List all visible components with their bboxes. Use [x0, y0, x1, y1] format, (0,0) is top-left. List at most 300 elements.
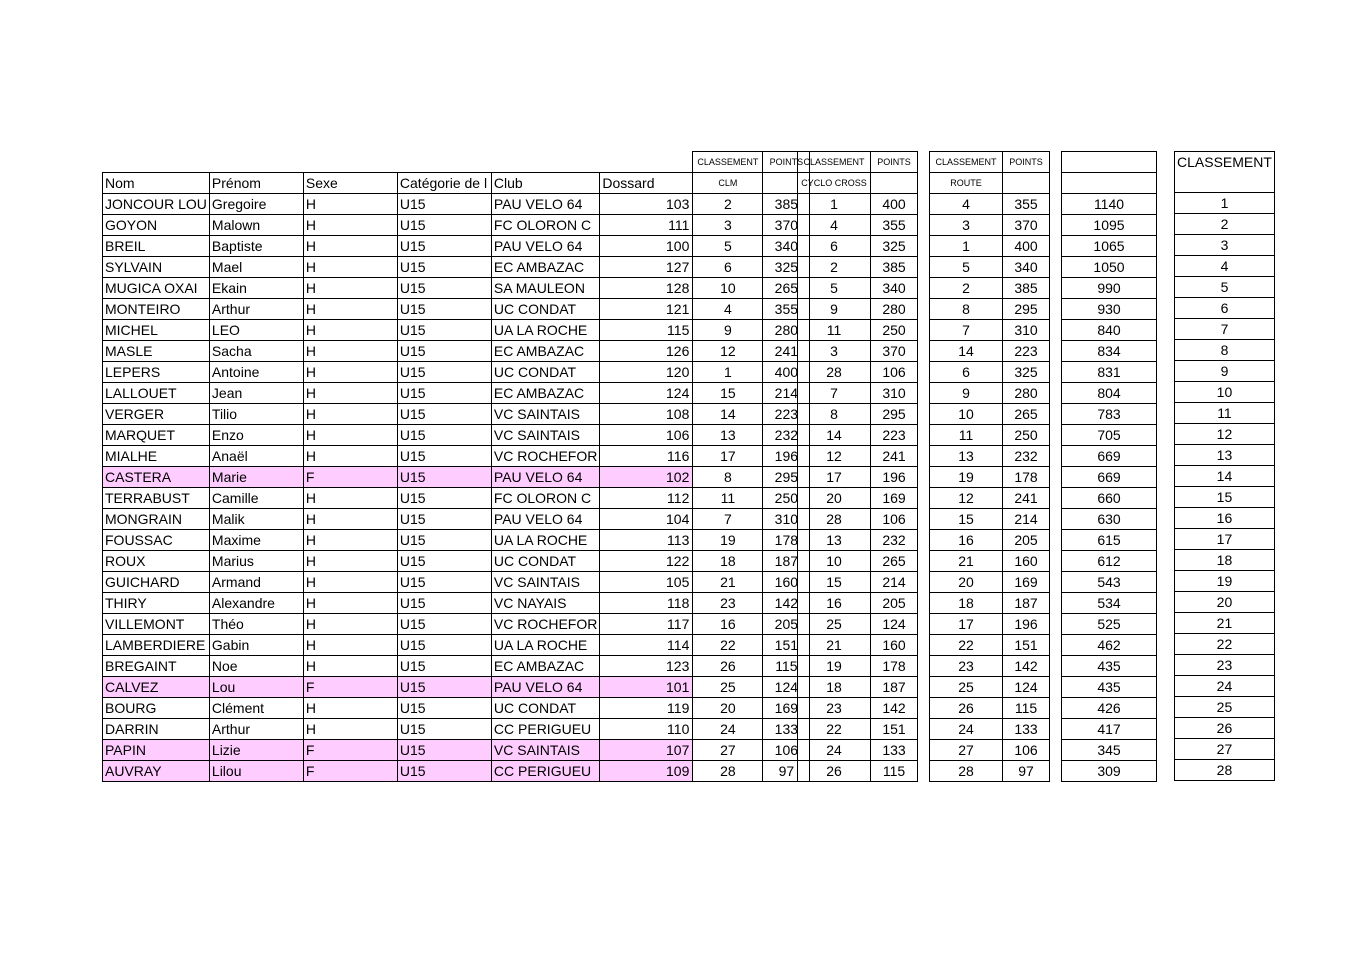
nom-cell: ROUX: [103, 551, 210, 572]
table-row: [930, 383, 1050, 404]
rang-cell: 5: [1175, 277, 1275, 298]
clm-classement-cell: 5: [693, 236, 763, 257]
club-cell: CC PERIGUEU: [491, 761, 599, 782]
dossard-cell: 124: [600, 383, 693, 404]
clm-classement-cell: 17: [693, 446, 763, 467]
table-row: [930, 362, 1050, 383]
table-row: [1062, 383, 1157, 404]
table-row: [1175, 655, 1275, 676]
table-row: [930, 740, 1050, 761]
prenom-cell: Arthur: [209, 299, 303, 320]
cc-classement-cell: 21: [798, 635, 871, 656]
rt-points-cell: 400: [1003, 236, 1050, 257]
total-cell: 1095: [1062, 215, 1157, 236]
club-cell: CC PERIGUEU: [491, 719, 599, 740]
rang-cell: 4: [1175, 256, 1275, 277]
club-cell: VC SAINTAIS: [491, 572, 599, 593]
rt-classement-cell: 6: [930, 362, 1003, 383]
rt-classement-cell: 3: [930, 215, 1003, 236]
sexe-cell: H: [303, 257, 397, 278]
categorie-cell: U15: [397, 551, 491, 572]
table-row: [930, 446, 1050, 467]
table-row: [798, 236, 918, 257]
rt-classement-cell: 7: [930, 320, 1003, 341]
dossard-cell: 111: [600, 215, 693, 236]
dossard-cell: 122: [600, 551, 693, 572]
prenom-cell: Antoine: [209, 362, 303, 383]
total-cell: 834: [1062, 341, 1157, 362]
table-row: [1175, 676, 1275, 697]
cc-points-cell: 160: [871, 635, 918, 656]
dossard-cell: 112: [600, 488, 693, 509]
table-row: [798, 551, 918, 572]
nom-header: Nom: [103, 173, 210, 194]
clm-classement-cell: 18: [693, 551, 763, 572]
nom-cell: MICHEL: [103, 320, 210, 341]
clm-points-cell: 355: [763, 299, 810, 320]
clm-classement-cell: 11: [693, 488, 763, 509]
table-row: [1062, 425, 1157, 446]
club-cell: VC SAINTAIS: [491, 404, 599, 425]
cc-classement-cell: 1: [798, 194, 871, 215]
prenom-cell: Théo: [209, 614, 303, 635]
table-row: [1175, 760, 1275, 781]
clm-points-cell: 325: [763, 257, 810, 278]
dossard-cell: 126: [600, 341, 693, 362]
cc-points-cell: 325: [871, 236, 918, 257]
results-table-ranking: [1174, 151, 1275, 781]
clm-classement-cell: 20: [693, 698, 763, 719]
sexe-cell: F: [303, 740, 397, 761]
dossard-cell: 105: [600, 572, 693, 593]
table-row: [930, 677, 1050, 698]
rt-classement-cell: 27: [930, 740, 1003, 761]
table-row: [1175, 403, 1275, 424]
table-row: [1175, 571, 1275, 592]
rang-cell: 21: [1175, 613, 1275, 634]
club-cell: EC AMBAZAC: [491, 341, 599, 362]
rt-points-cell: 169: [1003, 572, 1050, 593]
prenom-cell: Baptiste: [209, 236, 303, 257]
cc-points-cell: 385: [871, 257, 918, 278]
table-row: [930, 488, 1050, 509]
clm-points-cell: 187: [763, 551, 810, 572]
table-row: [930, 530, 1050, 551]
categorie-cell: U15: [397, 761, 491, 782]
table-row: [798, 215, 918, 236]
prenom-cell: Clément: [209, 698, 303, 719]
cc-classement-cell: 18: [798, 677, 871, 698]
table-row: [798, 677, 918, 698]
categorie-cell: U15: [397, 740, 491, 761]
sexe-cell: F: [303, 761, 397, 782]
clm-classement-cell: 6: [693, 257, 763, 278]
rt-classement-cell: 24: [930, 719, 1003, 740]
sexe-cell: H: [303, 593, 397, 614]
table-row: [798, 761, 918, 782]
cc-classement-cell: 14: [798, 425, 871, 446]
table-row: [1175, 634, 1275, 655]
total-cell: 669: [1062, 467, 1157, 488]
sexe-cell: H: [303, 488, 397, 509]
clm-points-cell: 223: [763, 404, 810, 425]
categorie-cell: U15: [397, 194, 491, 215]
table-row: [1062, 593, 1157, 614]
cc-classement-cell: 15: [798, 572, 871, 593]
rt-classement-cell: 12: [930, 488, 1003, 509]
nom-cell: PAPIN: [103, 740, 210, 761]
table-row: [1175, 214, 1275, 235]
cc-classement-cell: 16: [798, 593, 871, 614]
dossard-cell: 128: [600, 278, 693, 299]
clm-classement-cell: 12: [693, 341, 763, 362]
rt-points-cell: 355: [1003, 194, 1050, 215]
total-cell: 783: [1062, 404, 1157, 425]
prenom-cell: Alexandre: [209, 593, 303, 614]
clm-classement-cell: 19: [693, 530, 763, 551]
rt-classement-cell: 1: [930, 236, 1003, 257]
dossard-cell: 114: [600, 635, 693, 656]
club-cell: FC OLORON C: [491, 215, 599, 236]
rang-cell: 7: [1175, 319, 1275, 340]
table-row: [1062, 341, 1157, 362]
rt-points-cell: 115: [1003, 698, 1050, 719]
nom-cell: FOUSSAC: [103, 530, 210, 551]
cc-classement-cell: 6: [798, 236, 871, 257]
rt-classement-cell: 25: [930, 677, 1003, 698]
clm-classement-cell: 13: [693, 425, 763, 446]
prenom-cell: Lilou: [209, 761, 303, 782]
categorie-cell: U15: [397, 257, 491, 278]
rang-cell: 20: [1175, 592, 1275, 613]
cc-points-subheader: [871, 173, 918, 194]
total-cell: 1140: [1062, 194, 1157, 215]
total-cell: 435: [1062, 656, 1157, 677]
table-row: [798, 299, 918, 320]
clm-points-cell: 370: [763, 215, 810, 236]
table-row: [1062, 740, 1157, 761]
club-cell: UC CONDAT: [491, 362, 599, 383]
sexe-cell: H: [303, 383, 397, 404]
clm-points-cell: 97: [763, 761, 810, 782]
table-row: [103, 257, 810, 278]
table-row: [103, 509, 810, 530]
clm-classement-cell: 24: [693, 719, 763, 740]
cc-points-cell: 178: [871, 656, 918, 677]
rt-classement-cell: 14: [930, 341, 1003, 362]
table-row: [930, 635, 1050, 656]
rt-points-cell: 241: [1003, 488, 1050, 509]
dossard-cell: 127: [600, 257, 693, 278]
rt-points-cell: 295: [1003, 299, 1050, 320]
club-cell: UA LA ROCHE: [491, 635, 599, 656]
table-row: [103, 761, 810, 782]
dossard-cell: 104: [600, 509, 693, 530]
table-row: [1175, 529, 1275, 550]
nom-cell: MONTEIRO: [103, 299, 210, 320]
rt-classement-cell: 19: [930, 467, 1003, 488]
table-row: [1175, 256, 1275, 277]
table-row: [1175, 697, 1275, 718]
rt-points-cell: 223: [1003, 341, 1050, 362]
table-row: [1175, 508, 1275, 529]
table-row: [798, 341, 918, 362]
rt-points-cell: 178: [1003, 467, 1050, 488]
table-row: [103, 656, 810, 677]
rt-points-cell: 106: [1003, 740, 1050, 761]
table-row: [103, 719, 810, 740]
table-row: [798, 320, 918, 341]
clm-classement-cell: 26: [693, 656, 763, 677]
nom-cell: LEPERS: [103, 362, 210, 383]
prenom-header: Prénom: [209, 173, 303, 194]
club-cell: PAU VELO 64: [491, 194, 599, 215]
rt-points-subheader: [1003, 173, 1050, 194]
rt-classement-cell: 9: [930, 383, 1003, 404]
table-row: [798, 404, 918, 425]
cc-classement-cell: 23: [798, 698, 871, 719]
clm-points-cell: 196: [763, 446, 810, 467]
total-cell: 660: [1062, 488, 1157, 509]
categorie-header: Catégorie de l: [397, 173, 491, 194]
table-row: [1062, 467, 1157, 488]
sexe-cell: H: [303, 341, 397, 362]
club-cell: VC ROCHEFOR: [491, 446, 599, 467]
categorie-cell: U15: [397, 488, 491, 509]
total-cell: 417: [1062, 719, 1157, 740]
prenom-cell: Noe: [209, 656, 303, 677]
rt-points-cell: 370: [1003, 215, 1050, 236]
table-row: [930, 257, 1050, 278]
rt-points-cell: 385: [1003, 278, 1050, 299]
categorie-cell: U15: [397, 404, 491, 425]
nom-cell: BREIL: [103, 236, 210, 257]
cc-points-cell: 295: [871, 404, 918, 425]
table-row: [1062, 299, 1157, 320]
nom-cell: MUGICA OXAI: [103, 278, 210, 299]
cc-points-cell: 106: [871, 509, 918, 530]
results-table-route: [929, 151, 1050, 782]
cc-classement-cell: 19: [798, 656, 871, 677]
clm-classement-cell: 4: [693, 299, 763, 320]
nom-cell: JONCOUR LOU: [103, 194, 210, 215]
table-row: [1062, 215, 1157, 236]
table-row: [930, 761, 1050, 782]
nom-cell: MARQUET: [103, 425, 210, 446]
table-row: [103, 194, 810, 215]
sexe-header: Sexe: [303, 173, 397, 194]
total-cell: 1065: [1062, 236, 1157, 257]
prenom-cell: Marie: [209, 467, 303, 488]
categorie-cell: U15: [397, 236, 491, 257]
cc-points-cell: 310: [871, 383, 918, 404]
table-row: [103, 404, 810, 425]
table-row: [930, 194, 1050, 215]
rt-points-cell: 160: [1003, 551, 1050, 572]
cc-classement-cell: 5: [798, 278, 871, 299]
table-row: [103, 551, 810, 572]
cc-points-cell: 232: [871, 530, 918, 551]
dossard-cell: 100: [600, 236, 693, 257]
rang-cell: 2: [1175, 214, 1275, 235]
table-row: [930, 215, 1050, 236]
table-row: [930, 593, 1050, 614]
categorie-cell: U15: [397, 656, 491, 677]
prenom-cell: Malown: [209, 215, 303, 236]
sexe-cell: H: [303, 362, 397, 383]
cc-points-cell: 124: [871, 614, 918, 635]
table-row: [103, 236, 810, 257]
categorie-cell: U15: [397, 425, 491, 446]
table-row: [1062, 194, 1157, 215]
table-row: [1175, 193, 1275, 214]
table-row: [1062, 719, 1157, 740]
sexe-cell: H: [303, 194, 397, 215]
table-row: [930, 320, 1050, 341]
categorie-cell: U15: [397, 215, 491, 236]
clm-points-cell: 133: [763, 719, 810, 740]
club-cell: EC AMBAZAC: [491, 383, 599, 404]
cc-points-cell: 196: [871, 467, 918, 488]
table-row: [1062, 404, 1157, 425]
table-row: [103, 572, 810, 593]
rt-points-cell: 340: [1003, 257, 1050, 278]
table-row: [1175, 718, 1275, 739]
table-row: [1175, 340, 1275, 361]
sexe-cell: H: [303, 656, 397, 677]
table-row: [1175, 739, 1275, 760]
dossard-cell: 101: [600, 677, 693, 698]
dossard-cell: 116: [600, 446, 693, 467]
table-row: [1062, 572, 1157, 593]
cc-classement-cell: 17: [798, 467, 871, 488]
rt-points-header: POINTS: [1003, 152, 1050, 173]
rt-points-cell: 265: [1003, 404, 1050, 425]
club-cell: UA LA ROCHE: [491, 320, 599, 341]
rt-points-cell: 250: [1003, 425, 1050, 446]
categorie-cell: U15: [397, 446, 491, 467]
nom-cell: CASTERA: [103, 467, 210, 488]
nom-cell: VILLEMONT: [103, 614, 210, 635]
sexe-cell: H: [303, 425, 397, 446]
table-row: [930, 572, 1050, 593]
rang-cell: 18: [1175, 550, 1275, 571]
table-row: [1175, 382, 1275, 403]
nom-cell: BREGAINT: [103, 656, 210, 677]
total-subheader: [1062, 173, 1157, 194]
table-row: [1175, 361, 1275, 382]
nom-cell: AUVRAY: [103, 761, 210, 782]
clm-points-cell: 151: [763, 635, 810, 656]
table-row: [930, 341, 1050, 362]
categorie-cell: U15: [397, 362, 491, 383]
total-cell: 309: [1062, 761, 1157, 782]
rang-cell: 28: [1175, 760, 1275, 781]
club-cell: PAU VELO 64: [491, 677, 599, 698]
nom-cell: MONGRAIN: [103, 509, 210, 530]
rt-points-cell: 310: [1003, 320, 1050, 341]
sexe-cell: H: [303, 509, 397, 530]
cc-classement-cell: 9: [798, 299, 871, 320]
cc-points-cell: 241: [871, 446, 918, 467]
club-cell: PAU VELO 64: [491, 236, 599, 257]
table-row: [930, 467, 1050, 488]
prenom-cell: Arthur: [209, 719, 303, 740]
rang-cell: 9: [1175, 361, 1275, 382]
clm-classement-cell: 1: [693, 362, 763, 383]
categorie-cell: U15: [397, 572, 491, 593]
dossard-cell: 109: [600, 761, 693, 782]
prenom-cell: Sacha: [209, 341, 303, 362]
clm-classement-cell: 7: [693, 509, 763, 530]
rt-points-cell: 232: [1003, 446, 1050, 467]
table-row: [930, 614, 1050, 635]
club-cell: EC AMBAZAC: [491, 656, 599, 677]
rang-cell: 14: [1175, 466, 1275, 487]
table-row: [103, 320, 810, 341]
clm-points-cell: 142: [763, 593, 810, 614]
prenom-cell: LEO: [209, 320, 303, 341]
club-cell: VC NAYAIS: [491, 593, 599, 614]
results-table-total: [1061, 151, 1157, 782]
rt-points-cell: 187: [1003, 593, 1050, 614]
rt-classement-cell: 15: [930, 509, 1003, 530]
clm-points-cell: 265: [763, 278, 810, 299]
table-row: [1175, 550, 1275, 571]
table-row: [1175, 445, 1275, 466]
categorie-cell: U15: [397, 635, 491, 656]
rt-points-cell: 151: [1003, 635, 1050, 656]
rt-classement-header: CLASSEMENT: [930, 152, 1003, 173]
rang-cell: 23: [1175, 655, 1275, 676]
table-row: [930, 509, 1050, 530]
cc-classement-header: CLASSEMENT: [798, 152, 871, 173]
sexe-cell: H: [303, 299, 397, 320]
total-cell: 930: [1062, 299, 1157, 320]
table-row: [103, 341, 810, 362]
sexe-cell: H: [303, 614, 397, 635]
clm-classement-cell: 9: [693, 320, 763, 341]
table-row: [798, 362, 918, 383]
table-row: [930, 404, 1050, 425]
clm-classement-cell: 15: [693, 383, 763, 404]
table-row: [798, 509, 918, 530]
table-row: [930, 719, 1050, 740]
prenom-cell: Marius: [209, 551, 303, 572]
sexe-cell: H: [303, 572, 397, 593]
cc-points-cell: 265: [871, 551, 918, 572]
rt-points-cell: 214: [1003, 509, 1050, 530]
table-row: [103, 383, 810, 404]
clm-points-cell: 250: [763, 488, 810, 509]
total-cell: 525: [1062, 614, 1157, 635]
sexe-cell: H: [303, 236, 397, 257]
rang-cell: 13: [1175, 445, 1275, 466]
clm-points-cell: 106: [763, 740, 810, 761]
cc-points-cell: 214: [871, 572, 918, 593]
rt-points-cell: 142: [1003, 656, 1050, 677]
table-row: [798, 194, 918, 215]
table-row: [1175, 613, 1275, 634]
rang-cell: 22: [1175, 634, 1275, 655]
clm-points-header: POINTS: [763, 152, 810, 173]
categorie-cell: U15: [397, 719, 491, 740]
prenom-cell: Gabin: [209, 635, 303, 656]
dossard-cell: 117: [600, 614, 693, 635]
club-cell: UA LA ROCHE: [491, 530, 599, 551]
total-cell: 669: [1062, 446, 1157, 467]
dossard-cell: 110: [600, 719, 693, 740]
